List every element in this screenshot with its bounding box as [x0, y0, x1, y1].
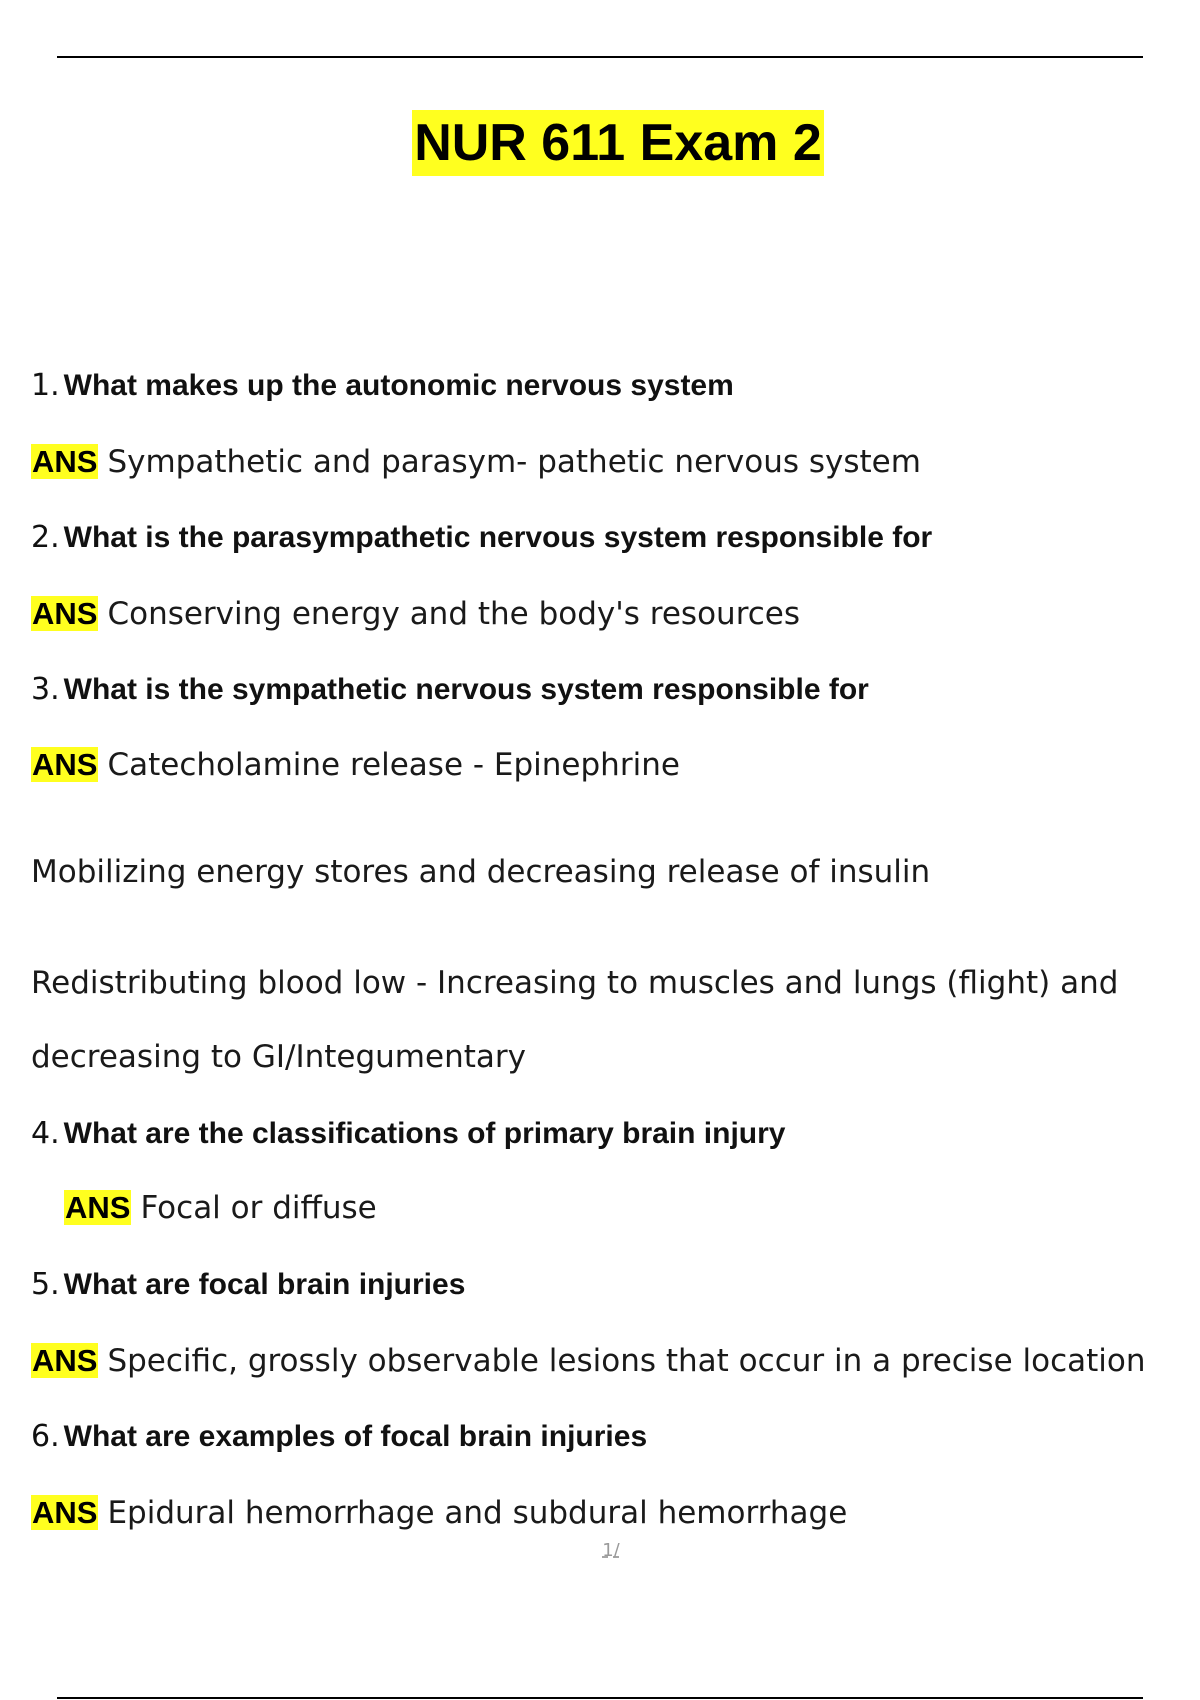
answer-6: [31, 1491, 847, 1535]
answer-tag: ANS: [65, 1190, 131, 1225]
title-block: [0, 110, 1200, 176]
question-text: What are examples of focal brain injuries: [63, 1420, 648, 1453]
answer-3-paragraph-1: Mobilizing energy stores and decreasing release of insulin: [31, 854, 931, 890]
question-text: What makes up the autonomic nervous system: [63, 369, 734, 402]
question-number: 4.: [31, 1116, 60, 1151]
answer-tag: ANS: [32, 1343, 98, 1378]
answer-text: Focal or diffuse: [140, 1190, 377, 1226]
answer-text: Conserving energy and the body's resources: [107, 596, 801, 632]
answer-3: [31, 743, 680, 787]
answer-4: [64, 1186, 377, 1230]
question-text: What are focal brain injuries: [63, 1268, 466, 1301]
document-title: NUR 611 Exam 2: [412, 110, 824, 176]
answer-text: Sympathetic and parasym- pathetic nervous system: [107, 444, 921, 480]
question-2: [31, 516, 932, 560]
answer-text: Specific, grossly observable lesions that occur in a precise location: [107, 1343, 1146, 1379]
answer-tag: ANS: [32, 444, 98, 479]
page-number: 1/: [602, 1540, 620, 1561]
answer-5: [31, 1339, 1146, 1383]
question-3: [31, 668, 869, 712]
answer-tag: ANS: [32, 1495, 98, 1530]
question-text: What is the sympathetic nervous system responsible for: [63, 673, 869, 706]
question-number: 1.: [31, 368, 60, 403]
answer-3-paragraph-2-line-2: decreasing to GI/Integumentary: [31, 1039, 526, 1075]
top-rule: [57, 56, 1143, 58]
question-4: [31, 1112, 786, 1156]
question-number: 6.: [31, 1419, 60, 1454]
answer-text: Epidural hemorrhage and subdural hemorrhage: [107, 1495, 848, 1531]
answer-tag: ANS: [32, 596, 98, 631]
question-text: What is the parasympathetic nervous system responsible for: [63, 521, 933, 554]
question-number: 2.: [31, 520, 60, 555]
bottom-rule: [57, 1697, 1143, 1699]
question-number: 5.: [31, 1267, 60, 1302]
question-1: [31, 364, 734, 408]
answer-text: Catecholamine release - Epinephrine: [107, 747, 680, 783]
question-6: [31, 1415, 647, 1459]
answer-tag: ANS: [32, 747, 98, 782]
question-number: 3.: [31, 672, 60, 707]
question-text: What are the classifications of primary brain injury: [63, 1117, 786, 1150]
answer-2: [31, 592, 800, 636]
answer-1: [31, 440, 921, 484]
question-5: [31, 1263, 465, 1307]
answer-3-paragraph-2-line-1: Redistributing blood low - Increasing to muscles and lungs (flight) and: [31, 965, 1119, 1001]
